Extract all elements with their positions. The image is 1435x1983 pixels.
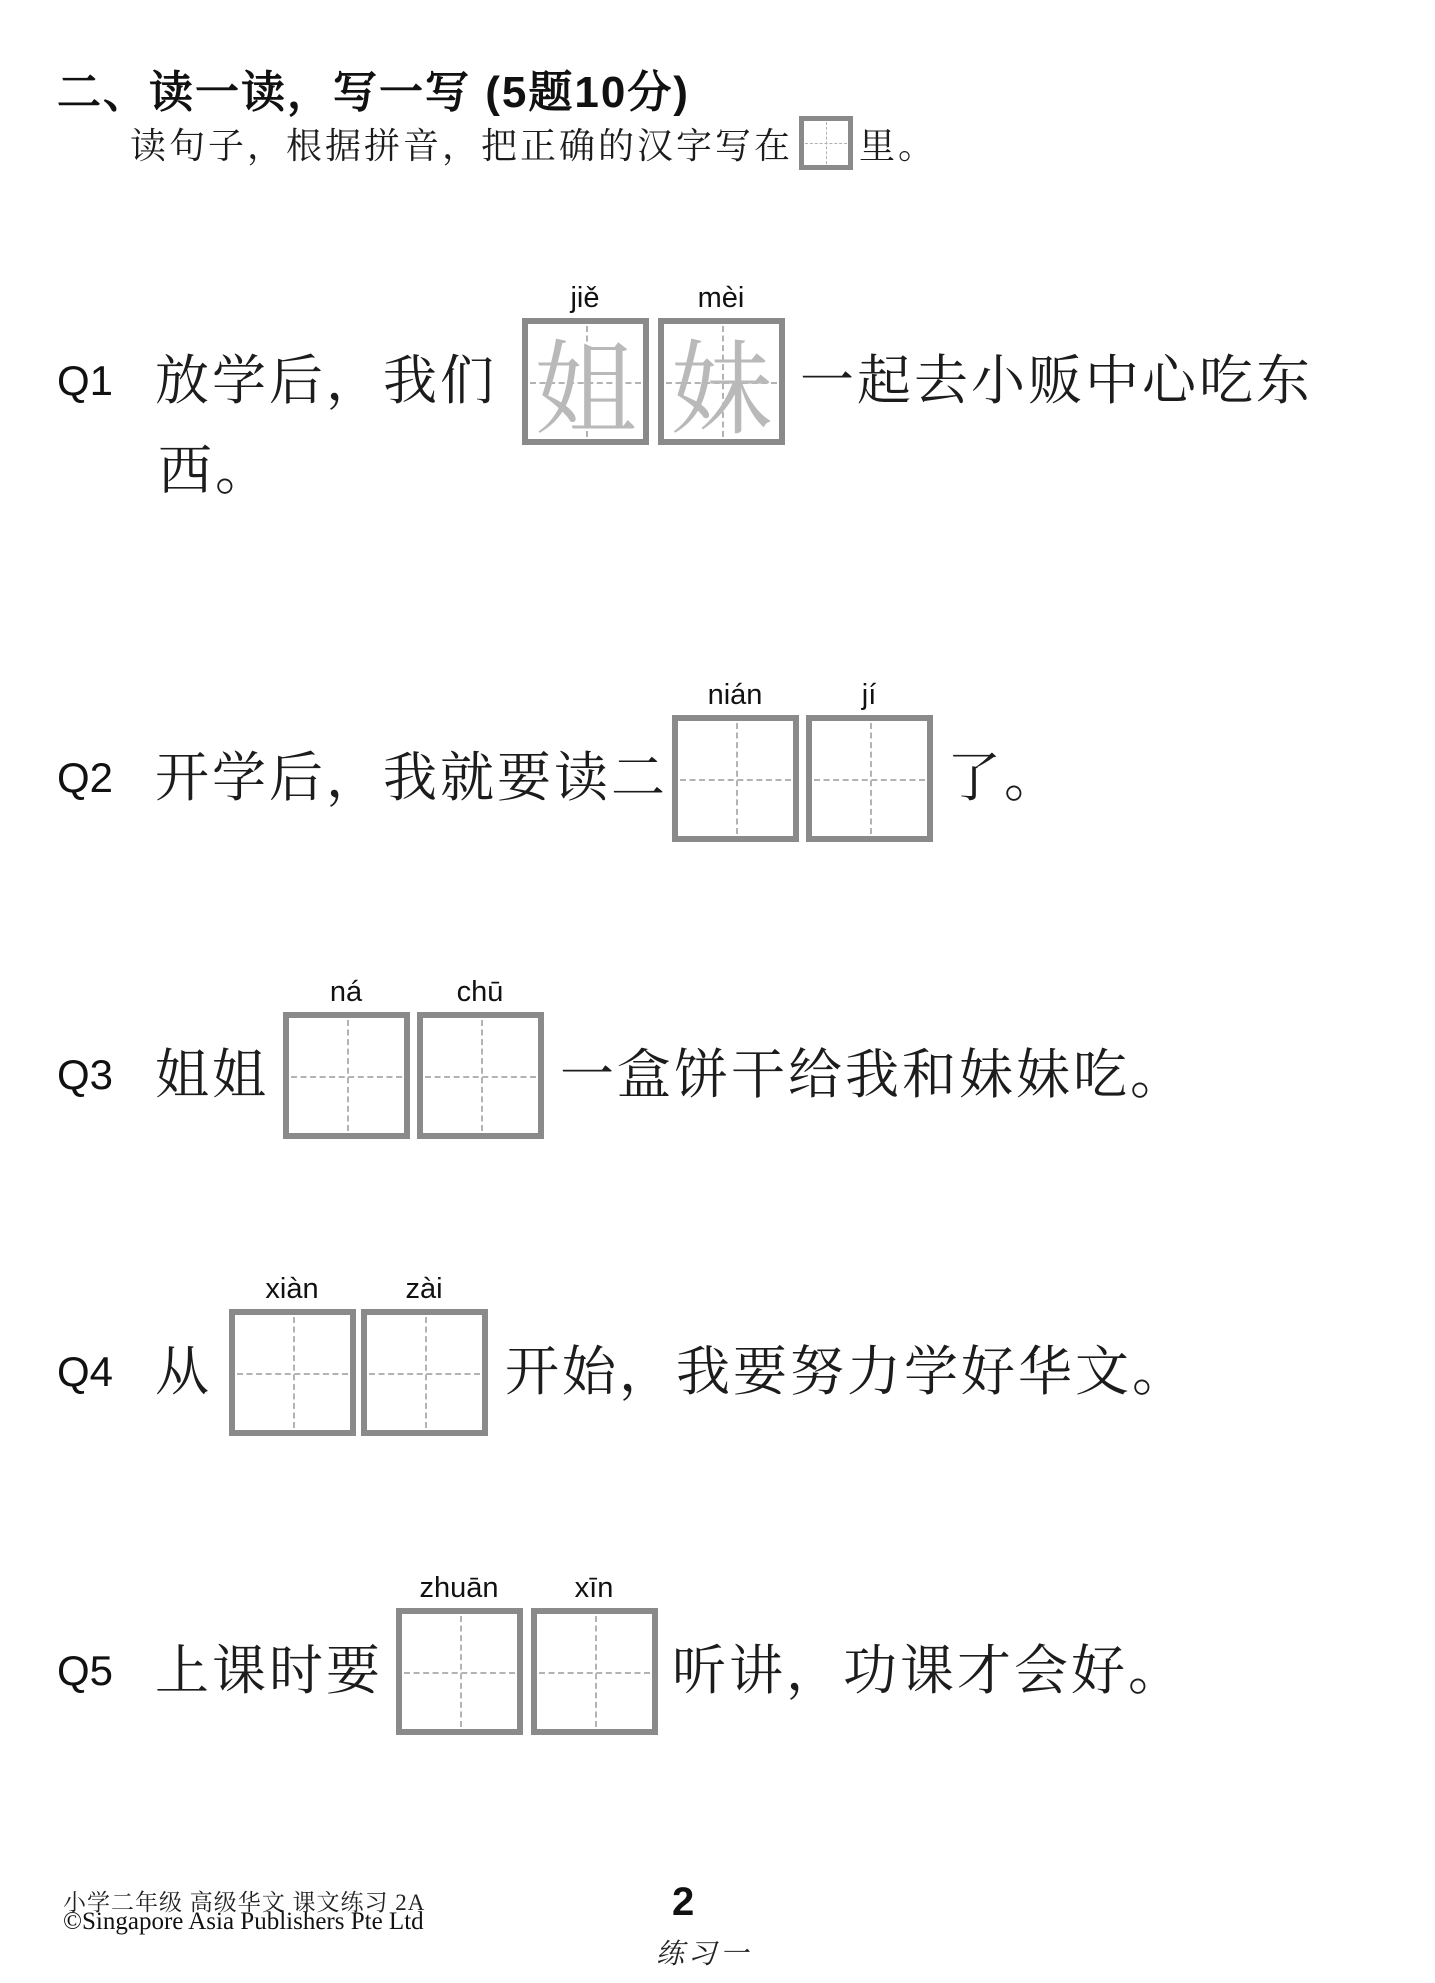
instructions [130, 110, 937, 176]
q1-writing-box-1[interactable] [522, 318, 649, 448]
q1-text-wrap: 西。 [158, 441, 272, 501]
q1-writing-box-2[interactable] [658, 318, 785, 448]
q3-writing-box-1[interactable] [283, 1012, 410, 1139]
q5-text-pre: 上课时要 [155, 1641, 383, 1701]
q1-text-post: 一起去小贩中心吃东 [800, 351, 1313, 411]
guide-line-horizontal [814, 779, 925, 781]
q1-trace-char-1: 姐 [534, 334, 637, 448]
q4-writing-box-2[interactable] [361, 1309, 488, 1436]
q2-pinyin-2: jí [861, 679, 877, 711]
q1-pinyin-1: jiě [570, 282, 600, 314]
q3-writing-box-2[interactable] [417, 1012, 544, 1139]
footer-publisher: ©Singapore Asia Publishers Pte Ltd [63, 1908, 424, 1935]
q4-text-pre: 从 [155, 1342, 212, 1402]
instructions-text: 读句子，根据拼音，把正确的汉字写在 [130, 125, 794, 166]
q2-label: Q2 [57, 754, 114, 801]
guide-line-horizontal [425, 1076, 536, 1078]
q4-pinyin-1: xiàn [265, 1273, 319, 1305]
q4-label: Q4 [57, 1348, 114, 1395]
exercise-label: 练习一 [656, 1939, 753, 1970]
q5-label: Q5 [57, 1647, 114, 1694]
guide-line-horizontal [404, 1672, 515, 1674]
q2-pinyin-1: nián [707, 679, 763, 711]
q4-writing-box-1[interactable] [229, 1309, 356, 1436]
q5-pinyin-1: zhuān [419, 1572, 499, 1604]
q5-pinyin-2: xīn [574, 1572, 614, 1604]
q4-text-post: 开始，我要努力学好华文。 [505, 1342, 1189, 1402]
guide-line-horizontal [291, 1076, 402, 1078]
section-title: 二、读一读，写一写 (5题10分) [57, 68, 690, 117]
q3-text-pre: 姐姐 [155, 1045, 269, 1105]
q1-text-pre: 放学后，我们 [155, 351, 497, 411]
page-number: 2 [672, 1880, 695, 1924]
q3-pinyin-1: ná [329, 976, 363, 1008]
guide-line-horizontal [539, 1672, 650, 1674]
q2-writing-box-2[interactable] [806, 715, 933, 842]
q4-pinyin-2: zài [405, 1273, 443, 1305]
q3-pinyin-2: chū [456, 976, 504, 1008]
q1-label: Q1 [57, 357, 114, 404]
guide-line-horizontal [369, 1373, 480, 1375]
q2-writing-box-1[interactable] [672, 715, 799, 842]
instructions-suffix: 里。 [859, 125, 938, 166]
guide-line-horizontal [680, 779, 791, 781]
q5-writing-box-2[interactable] [531, 1608, 658, 1735]
inline-writing-box [799, 116, 853, 170]
q3-text-post: 一盒饼干给我和妹妹吃。 [560, 1045, 1187, 1105]
q2-text-pre: 开学后，我就要读二 [155, 748, 668, 808]
q5-text-post: 听讲，功课才会好。 [672, 1641, 1185, 1701]
guide-line-horizontal [805, 143, 847, 144]
q1-pinyin-2: mèi [697, 282, 745, 314]
guide-line-horizontal [237, 1373, 348, 1375]
q3-label: Q3 [57, 1051, 114, 1098]
footer-book-info: 小学二年级 高级华文 课文练习 2A [63, 1890, 426, 1915]
q5-writing-box-1[interactable] [396, 1608, 523, 1735]
q2-text-post: 了。 [947, 748, 1061, 808]
q1-trace-char-2: 妹 [670, 334, 773, 448]
